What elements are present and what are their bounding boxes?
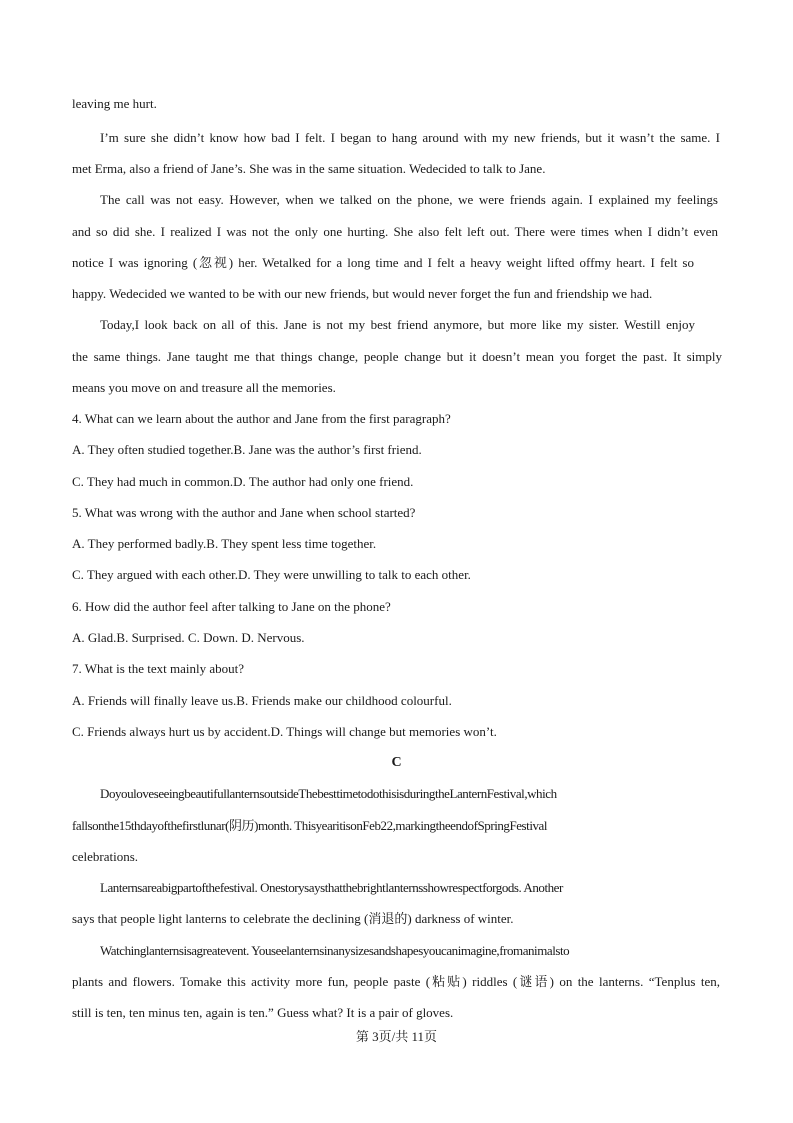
passage-line: I’m sure she didn’t know how bad I felt. I began to hang around with my new friends, but it wasn’t the same. I xyxy=(100,130,720,145)
passage-line: Today,I look back on all of this. Jane is not my best friend anymore, but more like my sister. Westill enjoy xyxy=(100,317,695,332)
passage-line: DoyouloveseeingbeautifullanternsoutsideThebesttimetodothisisduringtheLanternFestival,which xyxy=(100,786,557,801)
question-options: A. They performed badly.B. They spent less time together. xyxy=(72,536,377,551)
page-number: 第 3页/共 11页 xyxy=(355,1029,438,1044)
passage-line: plants and flowers. Tomake this activity more fun, people paste (粘贴) riddles (谜语) on the lanterns. “Tenplus ten, xyxy=(72,974,720,989)
passage-line: happy. Wedecided we wanted to be with our new friends, but would never forget the fun and friendship we had. xyxy=(72,286,653,301)
question-options: A. Friends will finally leave us.B. Friends make our childhood colourful. xyxy=(72,693,452,708)
passage-line: celebrations. xyxy=(72,849,139,864)
question-options: C. Friends always hurt us by accident.D. Things will change but memories won’t. xyxy=(72,724,497,739)
passage-line: notice I was ignoring (忽视) her. Wetalked for a long time and I felt a heavy weight lifted offmy heart. I felt so xyxy=(72,255,694,270)
question-stem: 5. What was wrong with the author and Jane when school started? xyxy=(72,505,416,520)
passage-line: Lanternsareabigpartofthefestival. Onestorysaysthatthebrightlanternsshowrespectforgods. Another xyxy=(100,880,563,895)
question-stem: 6. How did the author feel after talking to Jane on the phone? xyxy=(72,599,391,614)
question-options: A. Glad.B. Surprised. C. Down. D. Nervous. xyxy=(72,630,305,645)
passage-line: Watchinglanternsisagreatevent. Youseelanternsinanysizesandshapesyoucanimagine,fromanimalsto xyxy=(100,943,570,958)
question-options: C. They had much in common.D. The author had only one friend. xyxy=(72,474,414,489)
question-options: C. They argued with each other.D. They were unwilling to talk to each other. xyxy=(72,567,471,582)
passage-line: fallsonthe15thdayofthefirstlunar(阴历)month. ThisyearitisonFeb22,markingtheendofSpringFestival xyxy=(72,818,548,833)
question-stem: 4. What can we learn about the author and Jane from the first paragraph? xyxy=(72,411,451,426)
passage-line: and so did she. I realized I was not the only one hurting. She also felt left out. There were times when I didn’t even xyxy=(72,224,718,239)
passage-line: still is ten, ten minus ten, again is ten.” Guess what? It is a pair of gloves. xyxy=(72,1005,454,1020)
question-stem: 7. What is the text mainly about? xyxy=(72,661,244,676)
passage-line: leaving me hurt. xyxy=(72,96,157,111)
passage-line: The call was not easy. However, when we talked on the phone, we were friends again. I explained my feelings xyxy=(100,192,718,207)
section-heading: C xyxy=(391,755,402,770)
passage-line: the same things. Jane taught me that things change, people change but it doesn’t mean you forget the past. It simply xyxy=(72,349,722,364)
passage-line: means you move on and treasure all the memories. xyxy=(72,380,336,395)
passage-line: says that people light lanterns to celebrate the declining (消退的) darkness of winter. xyxy=(72,911,514,926)
question-options: A. They often studied together.B. Jane was the author’s first friend. xyxy=(72,442,422,457)
passage-line: met Erma, also a friend of Jane’s. She was in the same situation. Wedecided to talk to Jane. xyxy=(72,161,546,176)
